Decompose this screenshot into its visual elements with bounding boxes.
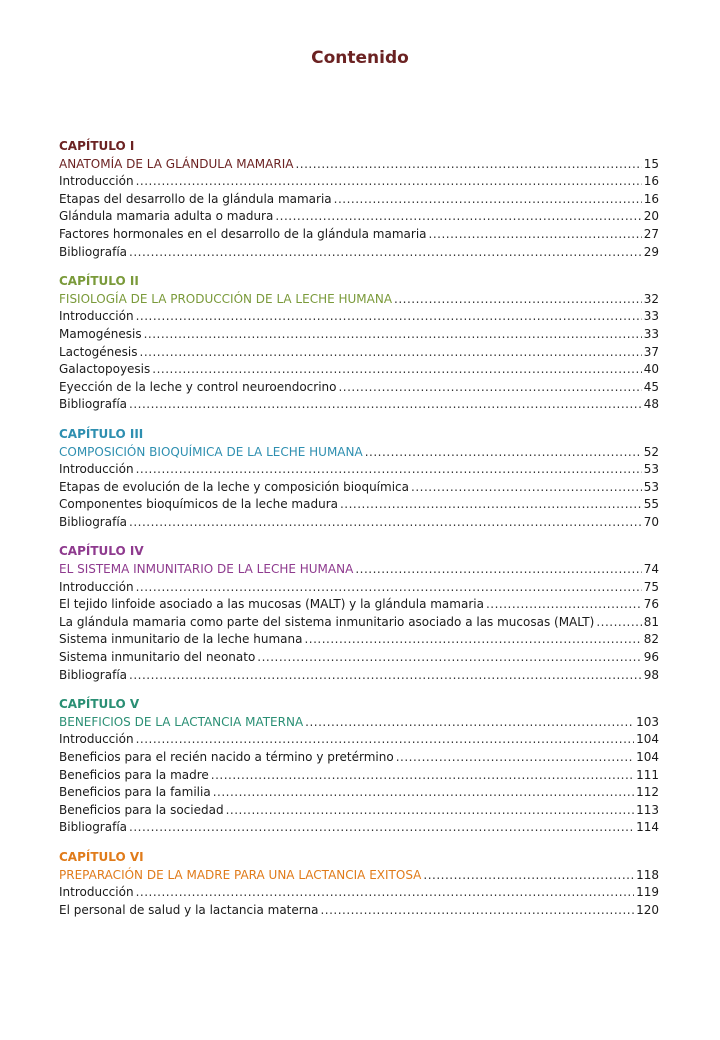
toc-entry[interactable] (59, 496, 659, 514)
entry-text: Eyección de la leche y control neuroendocrino (59, 379, 337, 394)
entry-text: Bibliografía (59, 514, 128, 529)
toc-entry[interactable] (59, 819, 659, 837)
toc-entry[interactable] (59, 884, 659, 902)
page-number: 55 (643, 497, 659, 512)
dot-leader (136, 731, 635, 749)
page-number: 118 (636, 867, 659, 882)
page-number: 48 (643, 397, 659, 412)
toc-entry[interactable] (59, 173, 659, 191)
entry-text: Componentes bioquímicos de la leche madura (59, 497, 338, 512)
dot-leader (129, 819, 634, 837)
page-number: 16 (643, 174, 659, 189)
dot-leader (411, 479, 642, 497)
dot-leader (334, 191, 642, 209)
page-number: 104 (636, 750, 659, 764)
chapter-label: CAPÍTULO III (59, 426, 144, 441)
chapter-title-entry[interactable] (59, 867, 659, 885)
entry-text: Glándula mamaria adulta o madura (59, 209, 274, 224)
chapter-title-entry[interactable] (59, 291, 659, 309)
entry-text: COMPOSICIÓN BIOQUÍMICA DE LA LECHE HUMANA (59, 444, 363, 459)
dot-leader (429, 226, 642, 244)
page-number: 74 (643, 562, 659, 577)
toc-entry[interactable] (59, 244, 659, 262)
page-title: Contenido (311, 48, 409, 68)
entry-text: Beneficios para el recién nacido a término y pretérmino (59, 750, 394, 764)
page-number: 52 (643, 444, 659, 459)
chapter-section (59, 696, 659, 837)
page-number: 112 (636, 785, 659, 800)
dot-leader (129, 396, 642, 414)
page-number: 98 (643, 667, 659, 682)
dot-leader (152, 361, 641, 379)
entry-text: Sistema inmunitario del neonato (59, 650, 256, 665)
dot-leader (305, 714, 634, 732)
toc-entry[interactable] (59, 784, 659, 802)
page-number: 76 (643, 597, 659, 612)
page-number: 111 (636, 767, 659, 782)
page-number: 53 (643, 462, 659, 477)
dot-leader (365, 444, 642, 462)
chapter-label: CAPÍTULO II (59, 274, 139, 289)
dot-leader (144, 326, 642, 344)
dot-leader (136, 173, 642, 191)
toc-entry[interactable] (59, 596, 659, 614)
toc-entry[interactable] (59, 631, 659, 649)
page-number: 33 (643, 309, 659, 324)
chapter-section (59, 426, 659, 532)
dot-leader (320, 902, 634, 920)
dot-leader (136, 884, 635, 902)
page-number: 113 (636, 802, 659, 817)
page-number: 40 (643, 362, 659, 377)
toc-entry[interactable] (59, 379, 659, 397)
dot-leader (136, 461, 642, 479)
entry-text: Introducción (59, 174, 134, 189)
entry-text: Introducción (59, 309, 134, 324)
toc-entry[interactable] (59, 514, 659, 532)
entry-text: Galactopoyesis (59, 362, 151, 377)
dot-leader (394, 291, 642, 309)
toc-entry[interactable] (59, 208, 659, 226)
page-number: 103 (636, 714, 659, 729)
dot-leader (213, 784, 634, 802)
entry-text: Introducción (59, 462, 134, 477)
entry-text: Introducción (59, 732, 134, 747)
entry-text: La glándula mamaria como parte del sistema inmunitario asociado a las mucosas (MALT) (59, 614, 595, 629)
page-number: 32 (643, 291, 659, 306)
chapter-label: CAPÍTULO I (59, 139, 135, 153)
toc-entry[interactable] (59, 802, 659, 820)
dot-leader (396, 749, 634, 767)
dot-leader (355, 561, 641, 579)
toc-entry[interactable] (59, 479, 659, 497)
toc-entry[interactable] (59, 308, 659, 326)
toc-entry[interactable] (59, 649, 659, 667)
dot-leader (275, 208, 641, 226)
page-number: 75 (643, 579, 659, 594)
toc-entry[interactable] (59, 226, 659, 244)
chapter-title-entry[interactable] (59, 561, 659, 579)
toc-entry[interactable] (59, 344, 659, 362)
entry-text: Factores hormonales en el desarrollo de la glándula mamaria (59, 226, 427, 241)
entry-text: Beneficios para la madre (59, 767, 209, 782)
dot-leader (129, 667, 642, 685)
dot-leader (304, 631, 641, 649)
page-number: 16 (643, 191, 659, 206)
page-number: 37 (643, 344, 659, 359)
entry-text: FISIOLOGÍA DE LA PRODUCCIÓN DE LA LECHE HUMANA (59, 291, 393, 306)
chapter-title-entry[interactable] (59, 156, 659, 174)
page-number: 82 (643, 632, 659, 647)
chapter-section (59, 543, 659, 684)
chapter-label: CAPÍTULO V (59, 697, 140, 712)
entry-text: Bibliografía (59, 667, 128, 682)
page-number: 119 (636, 885, 659, 900)
dot-leader (596, 614, 641, 632)
dot-leader (136, 579, 642, 597)
dot-leader (140, 344, 642, 362)
chapter-section (59, 849, 659, 919)
entry-text: El personal de salud y la lactancia materna (59, 902, 319, 917)
page-number: 70 (643, 514, 659, 529)
toc-entry[interactable] (59, 749, 659, 767)
chapter-section (59, 273, 659, 414)
page-number: 104 (636, 732, 659, 747)
toc-entry[interactable] (59, 326, 659, 344)
dot-leader (486, 596, 642, 614)
toc-entry[interactable] (59, 767, 659, 785)
page-number: 27 (643, 226, 659, 241)
page-number: 120 (636, 902, 659, 917)
dot-leader (295, 156, 641, 174)
chapter-label: CAPÍTULO IV (59, 544, 144, 559)
chapter-title-entry[interactable] (59, 444, 659, 462)
dot-leader (129, 244, 642, 262)
chapter-title-entry[interactable] (59, 714, 659, 732)
entry-text: Mamogénesis (59, 326, 142, 341)
toc-entry[interactable] (59, 731, 659, 749)
page-number: 53 (643, 479, 659, 494)
page-number: 33 (643, 326, 659, 341)
dot-leader (423, 867, 634, 885)
toc-entry[interactable] (59, 902, 659, 920)
dot-leader (211, 767, 634, 785)
entry-text: Bibliografía (59, 397, 128, 412)
entry-text: El tejido linfoide asociado a las mucosas (MALT) y la glándula mamaria (59, 597, 484, 612)
table-of-contents (59, 138, 659, 931)
toc-entry[interactable] (59, 461, 659, 479)
entry-text: Lactogénesis (59, 344, 138, 359)
entry-text: PREPARACIÓN DE LA MADRE PARA UNA LACTANCIA EXITOSA (59, 867, 422, 882)
dot-leader (338, 379, 641, 397)
entry-text: EL SISTEMA INMUNITARIO DE LA LECHE HUMANA (59, 562, 354, 577)
entry-text: Bibliografía (59, 244, 128, 259)
entry-text: Bibliografía (59, 820, 128, 835)
toc-entry[interactable] (59, 191, 659, 209)
chapter-section (59, 138, 659, 261)
dot-leader (257, 649, 641, 667)
toc-entry[interactable] (59, 614, 659, 632)
page-number: 114 (636, 820, 659, 835)
entry-text: Beneficios para la familia (59, 785, 211, 800)
toc-entry[interactable] (59, 667, 659, 685)
dot-leader (340, 496, 642, 514)
entry-text: Introducción (59, 885, 134, 900)
toc-entry[interactable] (59, 361, 659, 379)
dot-leader (129, 514, 642, 532)
page-number: 81 (643, 614, 659, 629)
entry-text: BENEFICIOS DE LA LACTANCIA MATERNA (59, 714, 304, 729)
toc-entry[interactable] (59, 579, 659, 597)
entry-text: Etapas del desarrollo de la glándula mamaria (59, 191, 332, 206)
entry-text: Introducción (59, 579, 134, 594)
toc-entry[interactable] (59, 396, 659, 414)
entry-text: Sistema inmunitario de la leche humana (59, 632, 303, 647)
page-number: 45 (643, 379, 659, 394)
page-number: 20 (643, 209, 659, 224)
dot-leader (136, 308, 642, 326)
entry-text: ANATOMÍA DE LA GLÁNDULA MAMARIA (59, 156, 294, 171)
entry-text: Etapas de evolución de la leche y composición bioquímica (59, 479, 409, 494)
page-number: 96 (643, 650, 659, 665)
page-number: 29 (643, 244, 659, 259)
entry-text: Beneficios para la sociedad (59, 802, 224, 817)
dot-leader (226, 802, 635, 820)
chapter-label: CAPÍTULO VI (59, 849, 144, 864)
page-number: 15 (643, 156, 659, 171)
